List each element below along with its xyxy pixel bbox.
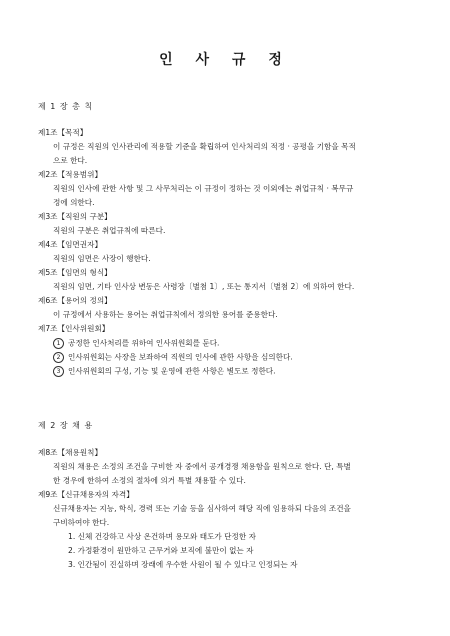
article-9-list-item: 1. 신체 건강하고 사상 온건하며 용모와 태도가 단정한 자	[68, 532, 256, 541]
article-6-text: 이 규정에서 사용하는 용어는 취업규칙에서 정의한 용어를 준용한다.	[53, 310, 278, 319]
article-1-text-cont: 으로 한다.	[53, 156, 88, 165]
article-9-heading: 제9조【신규채용자의 자격】	[38, 490, 134, 499]
circled-number-3: 3	[53, 366, 64, 377]
article-9-text-cont: 구비하여야 한다.	[53, 518, 110, 527]
article-1-heading: 제1조【목적】	[38, 128, 88, 137]
article-3-text: 직원의 구분은 취업규칙에 따른다.	[53, 226, 166, 235]
article-2-text-cont: 정에 의한다.	[53, 198, 95, 207]
article-9-text: 신규채용자는 지능, 학식, 경력 또는 기술 등을 심사하여 해당 직에 임용하되 다음의 조건을	[53, 504, 351, 513]
article-7-item-text: 인사위원회의 구성, 기능 및 운영에 관한 사항은 별도로 정한다.	[68, 366, 276, 376]
article-7-item-text: 인사위원회는 사장을 보좌하여 직원의 인사에 관한 사항을 심의한다.	[68, 352, 293, 362]
circled-number-2: 2	[53, 352, 64, 363]
article-8-text-cont: 한 경우에 한하여 소정의 절차에 의거 특별 채용할 수 있다.	[53, 476, 246, 485]
document-title: 인 사 규 정	[159, 52, 291, 68]
circled-number-1: 1	[53, 338, 64, 349]
article-9-list-item: 3. 인간됨이 진실하며 장래에 우수한 사원이 될 수 있다고 인정되는 자	[68, 560, 298, 569]
article-2-heading: 제2조【적용범위】	[38, 170, 103, 179]
article-7-item-text: 공정한 인사처리를 위하여 인사위원회를 둔다.	[68, 338, 220, 348]
article-4-heading: 제4조【임면권자】	[38, 240, 103, 249]
article-3-heading: 제3조【직원의 구분】	[38, 212, 112, 221]
article-7-item	[53, 338, 219, 349]
article-9-list-item: 2. 가정환경이 원만하고 근무거와 보직에 불만이 없는 자	[68, 546, 254, 555]
article-5-text: 직원의 임면, 기타 인사상 변동은 사령장〔별첨 1〕, 또는 통지서〔별첨 2〕에 의하여 한다.	[53, 282, 355, 291]
article-7-item	[53, 366, 276, 377]
article-5-heading: 제5조【임면의 형식】	[38, 268, 112, 277]
article-6-heading: 제6조【용어의 정의】	[38, 296, 112, 305]
article-7-item	[53, 352, 293, 363]
chapter-1-heading: 제 1 장 총 칙	[38, 102, 94, 111]
article-8-text: 직원의 채용은 소정의 조건을 구비한 자 중에서 공개경쟁 채용함을 원칙으로 한다. 단, 특별	[53, 462, 351, 471]
chapter-2-heading: 제 2 장 채 용	[38, 421, 94, 430]
article-7-heading: 제7조【인사위원회】	[38, 324, 110, 333]
article-4-text: 직원의 임면은 사장이 행한다.	[53, 254, 151, 263]
article-8-heading: 제8조【채용원칙】	[38, 448, 103, 457]
article-2-text: 직원의 인사에 관한 사항 및 그 사무처리는 이 규정이 정하는 것 이외에는 취업규칙 · 복무규	[53, 184, 354, 193]
article-1-text: 이 규정은 직원의 인사관리에 적용할 기준을 확립하여 인사처리의 적정 · 공평을 기함을 목적	[53, 142, 356, 151]
